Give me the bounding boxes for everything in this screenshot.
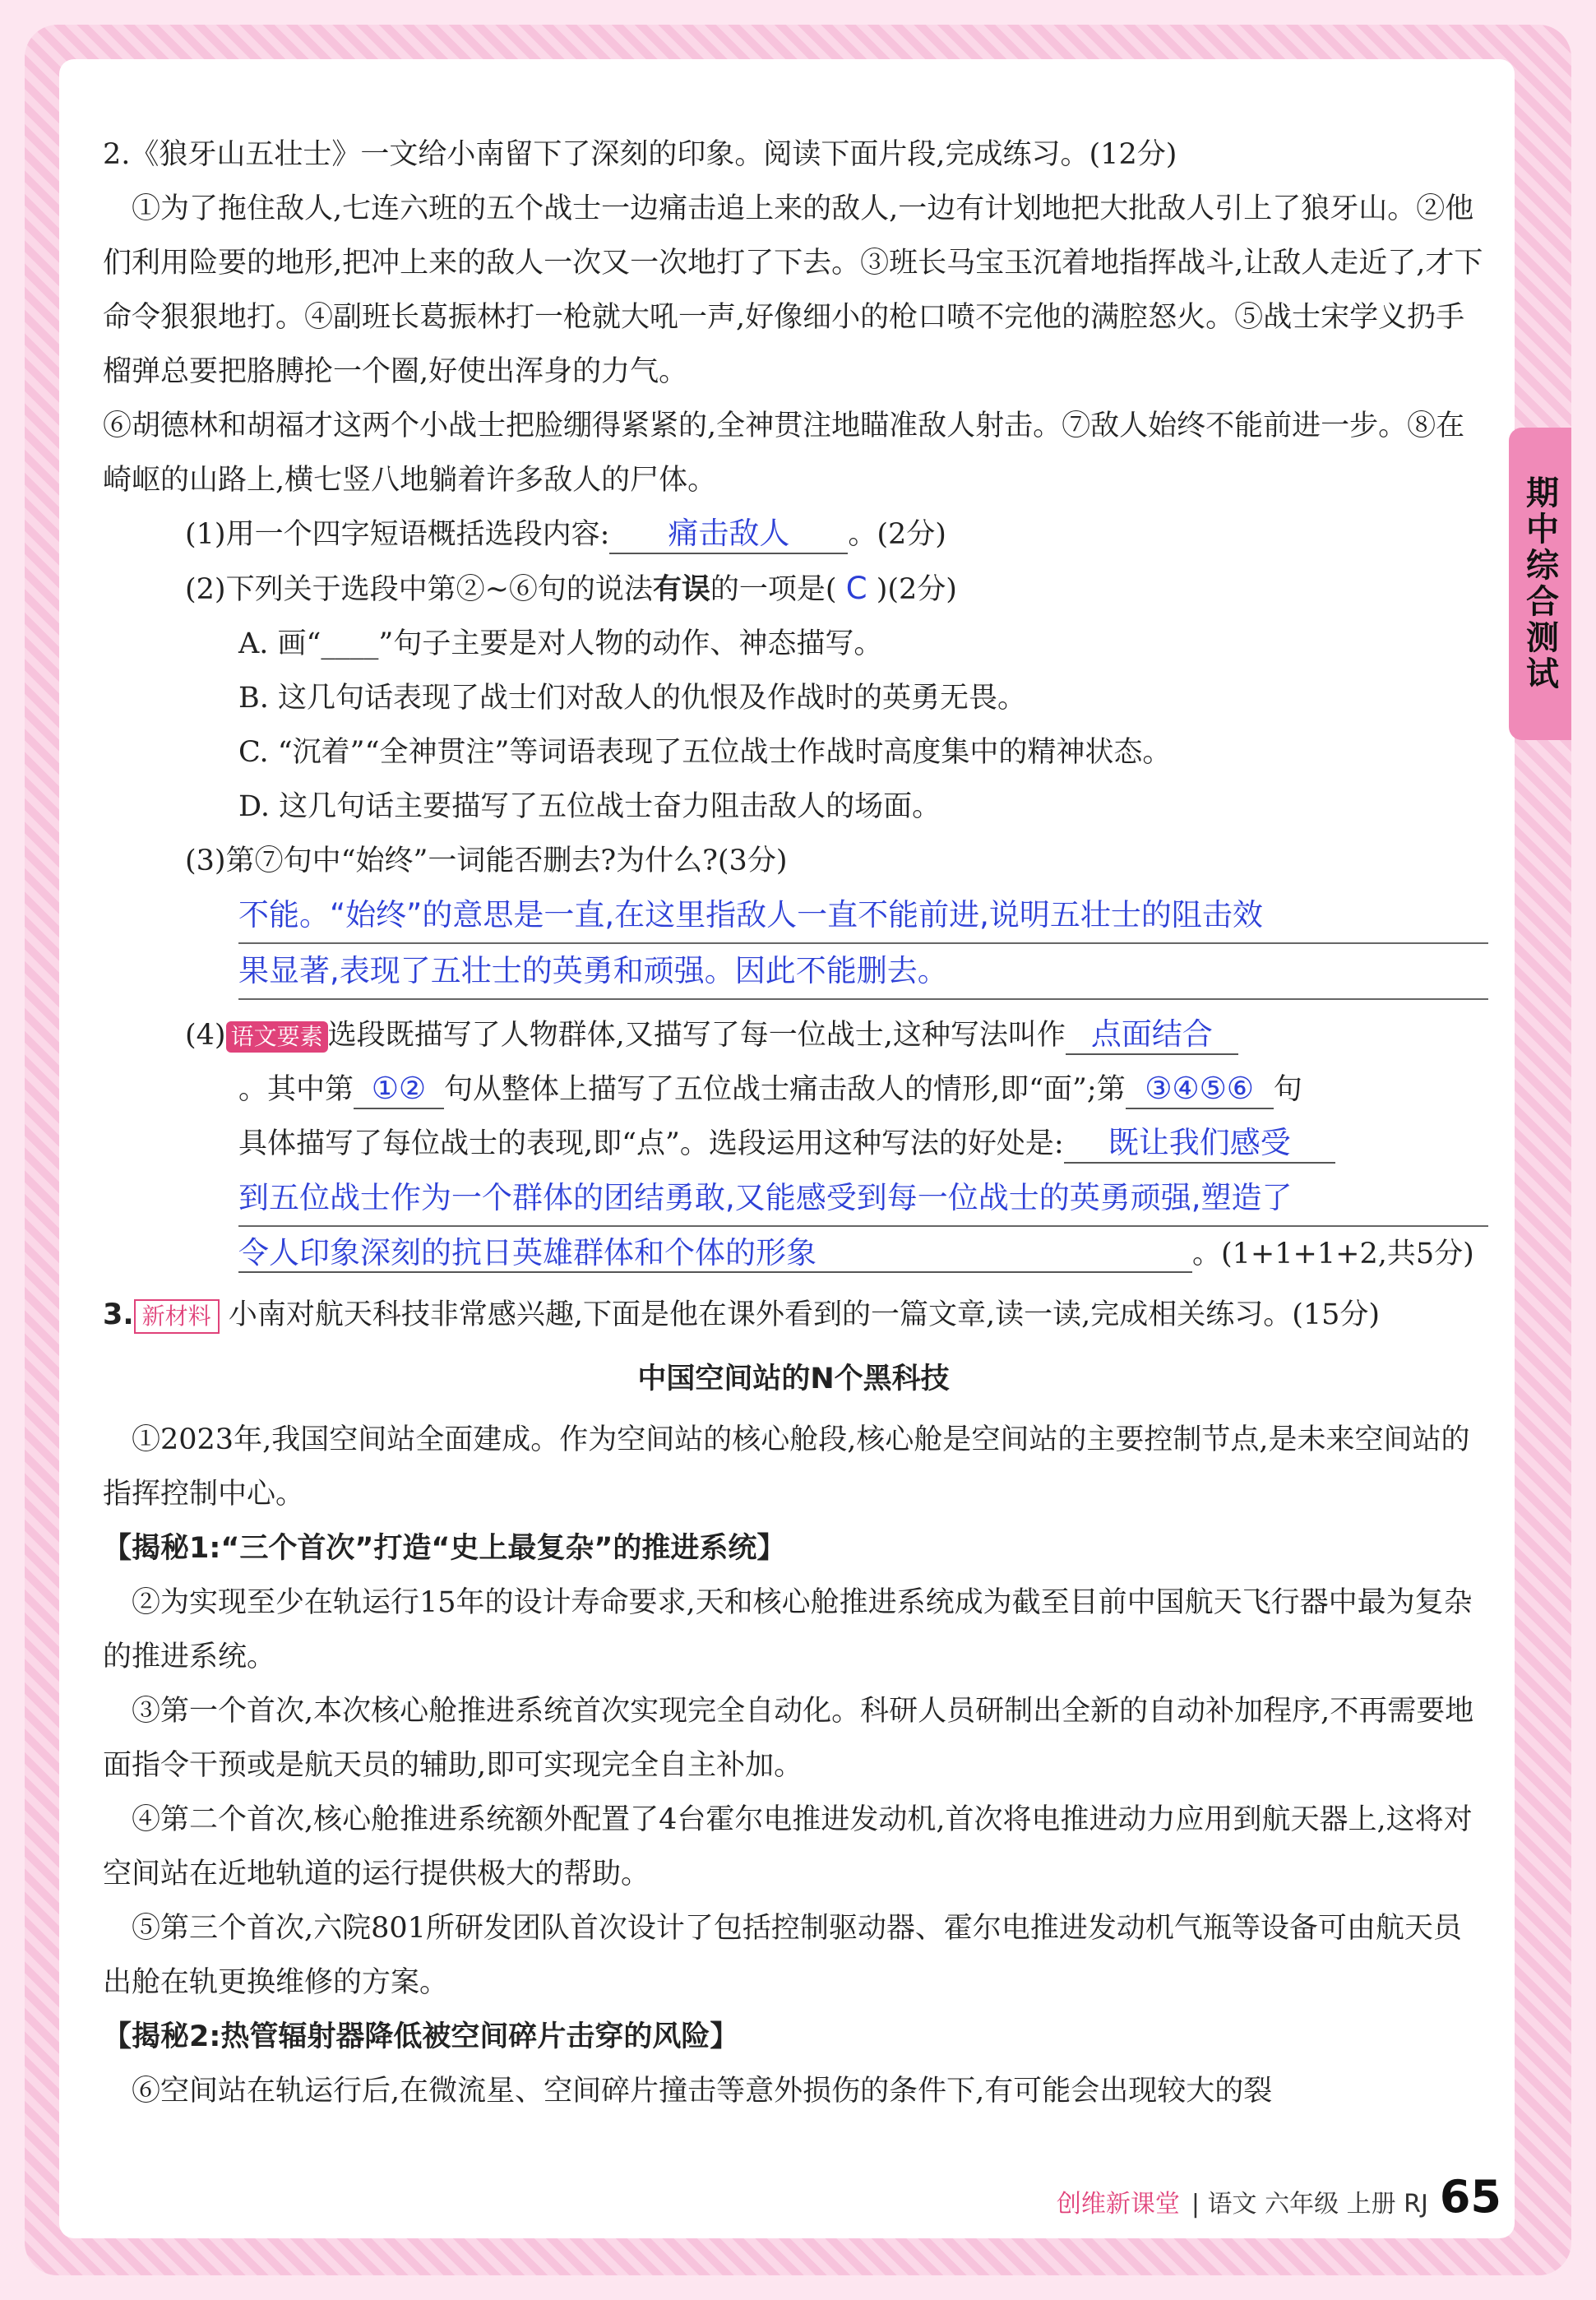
- article-heading: 【揭秘1:“三个首次”打造“史上最复杂”的推进系统】: [103, 1532, 786, 1565]
- article-paragraph: ③第一个首次,本次核心舱推进系统首次实现完全自动化。科研人员研制出全新的自动补加程序,不再需要地面指令干预或是航天员的辅助,即可实现完全自主补加。: [103, 1695, 1474, 1782]
- book-info: | 语文 六年级 上册 RJ: [1191, 2190, 1428, 2219]
- q2-sub1: (1)用一个四字短语概括选段内容: 痛击敌人 。(2分): [103, 507, 1484, 562]
- q2-option-b: B. 这几句话表现了战士们对敌人的仇恨及作战时的英勇无畏。: [238, 682, 1026, 715]
- q2-sub4-answer-4b: 到五位战士作为一个群体的团结勇敢,又能感受到每一位战士的英勇顽强,塑造了: [238, 1171, 1488, 1227]
- q2-option-a: A. 画“____”句子主要是对人物的动作、神态描写。: [238, 627, 883, 660]
- q2-sub4-answer-2: ①②: [371, 1071, 427, 1106]
- q2-sub4-answer-3: ③④⑤⑥: [1145, 1071, 1255, 1106]
- article-heading: 【揭秘2:热管辐射器降低被空间碎片击穿的风险】: [103, 2020, 739, 2053]
- brand-name: 创维新课堂: [1056, 2190, 1180, 2219]
- q2-sub4-answer-1: 点面结合: [1090, 1016, 1213, 1052]
- article-body: [103, 1413, 1484, 2118]
- q2-sub2-answer: C: [845, 571, 867, 606]
- article-paragraph: ④第二个首次,核心舱推进系统额外配置了4台霍尔电推进发动机,首次将电推进动力应用到航天器上,这将对空间站在近地轨道的运行提供极大的帮助。: [103, 1803, 1473, 1890]
- q3-stem: 3. 新材料 小南对航天科技非常感兴趣,下面是他在课外看到的一篇文章,读一读,完成相关练习。(15分): [103, 1288, 1484, 1342]
- page-footer: [1057, 2171, 1501, 2223]
- q2-stem: 2.《狼牙山五壮士》一文给小南留下了深刻的印象。阅读下面片段,完成练习。(12分): [103, 138, 1177, 171]
- page-content: [103, 127, 1484, 2118]
- article-paragraph: ①2023年,我国空间站全面建成。作为空间站的核心舱段,核心舱是空间站的主要控制节点,是未来空间站的指挥控制中心。: [103, 1423, 1470, 1511]
- section-tab-label: 期中综合测试: [1520, 475, 1559, 692]
- q2-sub3-answer-1: 不能。“始终”的意思是一直,在这里指敌人一直不能前进,说明五壮士的阻击效: [238, 888, 1488, 944]
- q2-passage-2: ⑥胡德林和胡福才这两个小战士把脸绷得紧紧的,全神贯注地瞄准敌人射击。⑦敌人始终不能前进一步。⑧在崎岖的山路上,横七竖八地躺着许多敌人的尸体。: [103, 410, 1465, 497]
- q2-option-c: C. “沉着”“全神贯注”等词语表现了五位战士作战时高度集中的精神状态。: [238, 736, 1172, 769]
- new-material-tag: 新材料: [134, 1299, 220, 1334]
- article-title: 中国空间站的N个黑科技: [637, 1363, 950, 1395]
- q2-sub2: (2)下列关于选段中第②~⑥句的说法有误的一项是( C )(2分): [185, 571, 957, 606]
- page-number: 65: [1439, 2171, 1501, 2223]
- section-tab: [1509, 428, 1571, 740]
- article-paragraph: ②为实现至少在轨运行15年的设计寿命要求,天和核心舱推进系统成为截至目前中国航天飞行器中最为复杂的推进系统。: [103, 1586, 1473, 1673]
- article-paragraph: ⑤第三个首次,六院801所研发团队首次设计了包括控制驱动器、霍尔电推进发动机气瓶等设备可由航天员出舱在轨更换维修的方案。: [103, 1912, 1462, 1999]
- q2-sub4-answer-4a: 既让我们感受: [1108, 1125, 1291, 1160]
- q2-option-d: D. 这几句话主要描写了五位战士奋力阻击敌人的场面。: [238, 790, 941, 823]
- q2-sub4-line2: 。其中第 ①② 句从整体上描写了五位战士痛击敌人的情形,即“面”;第 ③④⑤⑥ 句: [103, 1062, 1484, 1117]
- yuwen-tag: 语文要素: [226, 1021, 328, 1053]
- q2-sub4-answer-4c: 令人印象深刻的抗日英雄群体和个体的形象: [238, 1235, 1192, 1273]
- q2-sub1-answer: 痛击敌人: [668, 516, 790, 551]
- q2-sub4-line5: 令人印象深刻的抗日英雄群体和个体的形象 。(1+1+1+2,共5分): [103, 1227, 1484, 1281]
- q2-passage-1: ①为了拖住敌人,七连六班的五个战士一边痛击追上来的敌人,一边有计划地把大批敌人引上了狼牙山。②他们利用险要的地形,把冲上来的敌人一次又一次地打了下去。③班长马宝玉沉着地指挥战斗,让敌人走近了,才下命令狠狠地打。④副班长葛振林打一枪就大吼一声,好像细小的枪口喷不完他的满腔怒火。⑤战士宋学义扔手榴弹总要把胳膊抡一个圈,好使出浑身的力气。: [103, 192, 1483, 388]
- article-paragraph: ⑥空间站在轨运行后,在微流星、空间碎片撞击等意外损伤的条件下,有可能会出现较大的裂: [132, 2075, 1273, 2108]
- q2-sub3: (3)第⑦句中“始终”一词能否删去?为什么?(3分): [185, 845, 788, 877]
- q2-sub3-answer-2: 果显著,表现了五壮士的英勇和顽强。因此不能删去。: [238, 944, 1488, 1000]
- q2-sub4-line3: 具体描写了每位战士的表现,即“点”。选段运用这种写法的好处是: 既让我们感受: [103, 1117, 1484, 1171]
- q2-sub4: (4) 语文要素 选段既描写了人物群体,又描写了每一位战士,这种写法叫作 点面结合: [103, 1008, 1484, 1062]
